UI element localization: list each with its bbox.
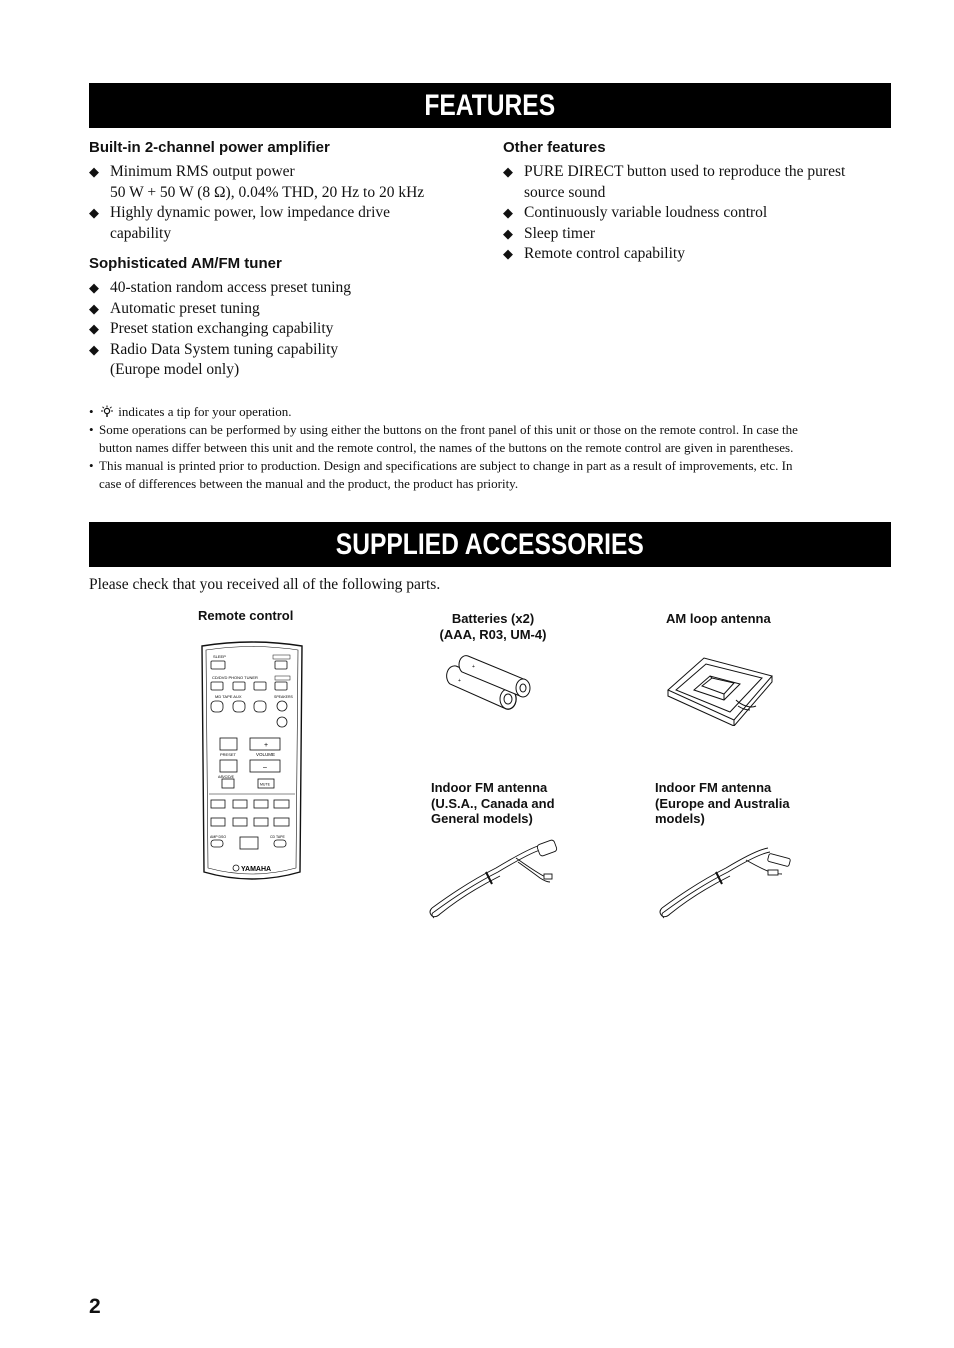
- feature-list: [503, 162, 893, 265]
- fm-antenna-eu-illustration: [656, 838, 796, 920]
- section-heading: Sophisticated AM/FM tuner: [89, 255, 282, 272]
- note-item: • This manual is printed prior to production. Design and specifications are subject to change in part as a result of improvements, etc. In case of differences between the manual and the product, the product has priority.: [89, 458, 793, 491]
- diamond-bullet-icon: ◆: [89, 164, 99, 179]
- feature-item: ◆ Radio Data System tuning capability (Europe model only): [89, 340, 339, 378]
- feature-item: ◆ Preset station exchanging capability: [89, 319, 479, 340]
- accessories-title: SUPPLIED ACCESSORIES: [335, 528, 645, 561]
- fm-antenna-eu-label: Indoor FM antenna (Europe and Australia models): [655, 780, 790, 826]
- page-number: 2: [89, 1295, 101, 1318]
- svg-text:SPEAKERS: SPEAKERS: [274, 695, 293, 699]
- svg-text:MD TAPE AUX: MD TAPE AUX: [215, 694, 242, 699]
- svg-text:CD TAPE: CD TAPE: [270, 835, 285, 839]
- features-left-column: [89, 138, 479, 391]
- svg-text:PRESET: PRESET: [220, 752, 237, 757]
- am-antenna-label: AM loop antenna: [666, 611, 771, 626]
- svg-text:AMP DSO: AMP DSO: [210, 835, 227, 839]
- svg-text:A/B/C/D/E: A/B/C/D/E: [218, 775, 234, 779]
- features-banner: [89, 83, 891, 128]
- note-item: • Some operations can be performed by using either the buttons on the front panel of this unit or those on the remote control. In case the button names differ between this unit and the remote control, the names of the buttons on the remote control are given in parentheses.: [89, 422, 798, 455]
- feature-item: ◆ Sleep timer: [503, 224, 893, 245]
- accessories-banner: [89, 522, 891, 567]
- note-item: • indicates a tip for your operation.: [89, 404, 292, 419]
- feature-list: [89, 278, 479, 381]
- diamond-bullet-icon: ◆: [503, 164, 513, 179]
- fm-antenna-us-label: Indoor FM antenna (U.S.A., Canada and General models): [431, 780, 555, 826]
- diamond-bullet-icon: ◆: [89, 205, 99, 220]
- feature-item: ◆ Remote control capability: [503, 244, 893, 265]
- feature-item: ◆ Continuously variable loudness control: [503, 203, 893, 224]
- accessories-intro: Please check that you received all of the following parts.: [89, 576, 441, 593]
- remote-control-illustration: [196, 640, 308, 890]
- section-heading: Built-in 2-channel power amplifier: [89, 139, 330, 156]
- svg-text:+: +: [472, 664, 475, 670]
- notes: [89, 403, 894, 493]
- feature-item: ◆ PURE DIRECT button used to reproduce the purest source sound: [503, 163, 846, 201]
- feature-item: ◆ Minimum RMS output power 50 W + 50 W (8 Ω), 0.04% THD, 20 Hz to 20 kHz: [89, 163, 425, 201]
- tip-icon: [99, 405, 115, 418]
- diamond-bullet-icon: ◆: [503, 225, 513, 241]
- svg-text:+: +: [458, 678, 461, 684]
- feature-item: ◆ 40-station random access preset tuning: [89, 278, 479, 299]
- fm-antenna-us-illustration: [426, 838, 566, 920]
- svg-text:VOLUME: VOLUME: [256, 752, 276, 757]
- remote-control-label: Remote control: [198, 608, 294, 623]
- batteries-illustration: [446, 652, 538, 714]
- svg-text:SLEEP: SLEEP: [213, 654, 226, 659]
- diamond-bullet-icon: ◆: [89, 300, 99, 316]
- am-loop-antenna-illustration: [664, 650, 776, 726]
- diamond-bullet-icon: ◆: [503, 246, 513, 261]
- diamond-bullet-icon: ◆: [503, 205, 513, 220]
- diamond-bullet-icon: ◆: [89, 321, 99, 336]
- yamaha-brand: YAMAHA: [241, 866, 272, 873]
- feature-list: [89, 162, 479, 244]
- diamond-bullet-icon: ◆: [89, 341, 99, 357]
- batteries-label: Batteries (x2) (AAA, R03, UM-4): [439, 611, 547, 642]
- svg-text:MUTE: MUTE: [260, 782, 270, 787]
- feature-item: ◆ Highly dynamic power, low impedance drive capability: [89, 204, 391, 242]
- features-right-column: [503, 138, 893, 275]
- svg-text:CD/DVD PHONO TUNER: CD/DVD PHONO TUNER: [212, 675, 258, 680]
- diamond-bullet-icon: ◆: [89, 280, 99, 295]
- section-heading: Other features: [503, 139, 606, 156]
- svg-text:+: +: [264, 742, 269, 749]
- features-title: FEATURES: [424, 89, 556, 122]
- feature-item: ◆ Automatic preset tuning: [89, 299, 479, 320]
- svg-text:–: –: [263, 764, 267, 771]
